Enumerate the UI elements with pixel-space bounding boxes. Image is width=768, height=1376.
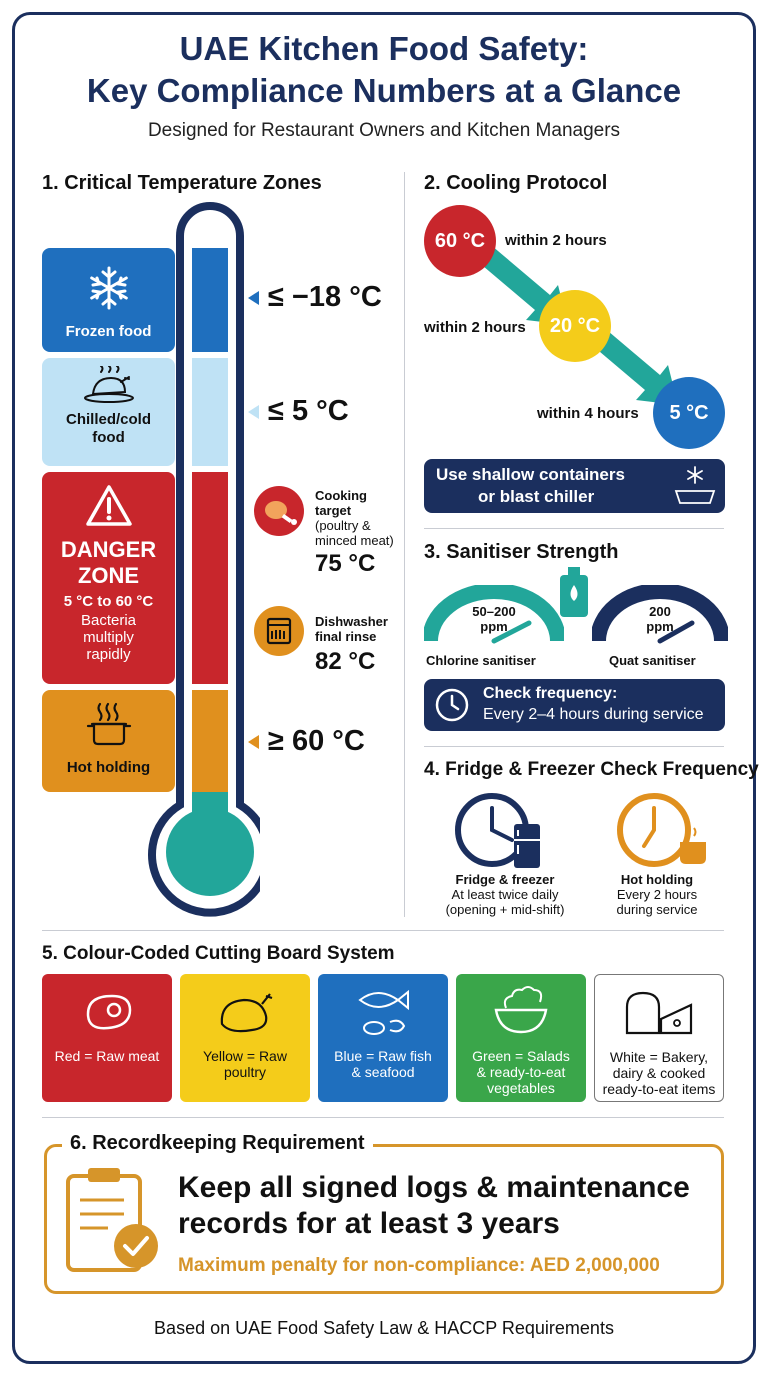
dishwasher-label-line1: Dishwasher xyxy=(315,614,388,629)
boards-section-title: 5. Colour-Coded Cutting Board System xyxy=(42,943,395,964)
chicken-leg-icon xyxy=(254,486,304,536)
hot-holding-check-title: Hot holding xyxy=(620,872,694,887)
check-frequency-text: Every 2–4 hours during service xyxy=(483,706,704,723)
hot-holding-check-line2: during service xyxy=(616,902,698,917)
quat-range-line2: ppm xyxy=(646,619,674,634)
clock-icon xyxy=(434,687,470,723)
board-green-line1: Green = Salads xyxy=(472,1048,570,1064)
danger-note-line2: multiply xyxy=(83,629,134,646)
thermometer-graphic xyxy=(140,200,260,920)
board-white-line3: ready-to-eat items xyxy=(602,1081,716,1097)
cooking-temperature: 75 °C xyxy=(315,550,376,577)
page-subtitle: Designed for Restaurant Owners and Kitchen Managers xyxy=(147,120,621,141)
board-blue-line2: & seafood xyxy=(351,1064,415,1080)
fridge-check-title: Fridge & freezer xyxy=(455,872,555,887)
clipboard-check-icon xyxy=(64,1166,164,1278)
salad-bowl-icon xyxy=(490,984,552,1040)
danger-note-line1: Bacteria xyxy=(80,612,137,629)
chilled-marker-arrow xyxy=(248,405,259,419)
danger-zone-title-line1: DANGER xyxy=(60,537,157,562)
cooling-tip-line2: or blast chiller xyxy=(478,487,595,506)
cooking-label-line2: target xyxy=(315,503,352,518)
bread-cheese-icon xyxy=(621,985,699,1041)
chlorine-range-line1: 50–200 xyxy=(472,604,516,619)
page-title-line2: Key Compliance Numbers at a Glance xyxy=(86,72,682,109)
board-white-line1: White = Bakery, xyxy=(609,1049,709,1065)
cooling-step1-circle: 60 °C xyxy=(424,205,496,277)
cooking-pot-icon xyxy=(84,702,134,748)
blast-chiller-tray-icon xyxy=(672,465,718,507)
check-frequency-title: Check frequency: xyxy=(483,685,618,702)
cooling-tip-box xyxy=(424,459,725,513)
cooling-step2-note: within 2 hours xyxy=(424,319,526,336)
zone-chilled-label-line1: Chilled/cold xyxy=(65,411,151,428)
sanitiser-section-title: 3. Sanitiser Strength xyxy=(424,541,619,563)
fridge-check-line1: At least twice daily xyxy=(451,887,559,902)
zone-frozen-label: Frozen food xyxy=(65,323,152,340)
board-blue xyxy=(318,974,448,1102)
board-blue-line1: Blue = Raw fish xyxy=(334,1048,432,1064)
danger-zone-title-line2: ZONE xyxy=(77,563,140,588)
divider-boards xyxy=(42,930,724,931)
board-green-line2: & ready-to-eat xyxy=(476,1064,566,1080)
board-white-line2: dairy & cooked xyxy=(612,1065,706,1081)
snowflake-icon xyxy=(85,264,133,312)
cooling-step2-circle: 20 °C xyxy=(539,290,611,362)
cooling-step3-circle: 5 °C xyxy=(653,377,725,449)
sanitiser-bottle-icon xyxy=(556,565,592,621)
cooling-section-title: 2. Cooling Protocol xyxy=(424,172,608,194)
divider-cooling xyxy=(424,528,724,529)
dishwasher-badge xyxy=(254,606,304,656)
zone-chilled-label-line2: food xyxy=(92,429,125,446)
warning-triangle-icon xyxy=(85,484,133,528)
board-yellow-line2: poultry xyxy=(223,1064,267,1080)
cooking-sub-line1: (poultry & xyxy=(315,518,371,533)
raw-meat-icon xyxy=(80,988,136,1036)
divider-sanitiser xyxy=(424,746,724,747)
frozen-marker-arrow xyxy=(248,291,259,305)
fridge-clock-icon xyxy=(452,790,552,872)
board-green-line3: vegetables xyxy=(487,1080,555,1096)
hot-marker-arrow xyxy=(248,735,259,749)
board-green xyxy=(456,974,586,1102)
board-yellow-line1: Yellow = Raw xyxy=(203,1048,287,1064)
cooling-step3-note: within 4 hours xyxy=(537,405,639,422)
dishwasher-temperature: 82 °C xyxy=(315,648,376,675)
records-main-line1: Keep all signed logs & maintenance xyxy=(178,1171,690,1204)
cooking-badge xyxy=(254,486,304,536)
quat-label: Quat sanitiser xyxy=(609,653,696,668)
fish-seafood-icon xyxy=(354,984,414,1040)
temperature-section-title: 1. Critical Temperature Zones xyxy=(42,172,322,194)
records-main-line2: records for at least 3 years xyxy=(178,1207,560,1240)
danger-zone-range: 5 °C to 60 °C xyxy=(63,593,154,610)
dishwasher-icon xyxy=(254,606,304,656)
records-section-title: 6. Recordkeeping Requirement xyxy=(62,1132,373,1155)
board-red-line1: Red = Raw meat xyxy=(54,1048,160,1064)
cooling-step1-note: within 2 hours xyxy=(505,232,607,249)
fridge-check-line2: (opening + mid-shift) xyxy=(445,902,565,917)
hot-holding-clock-icon xyxy=(614,790,714,872)
page-title: UAE Kitchen Food Safety: xyxy=(179,30,589,67)
roast-chicken-icon xyxy=(81,366,137,406)
hot-holding-temperature: ≥ 60 °C xyxy=(268,725,365,757)
board-red xyxy=(42,974,172,1102)
column-divider xyxy=(404,172,405,917)
board-yellow xyxy=(180,974,310,1102)
fridge-section-title: 4. Fridge & Freezer Check Frequency xyxy=(424,759,759,780)
chlorine-range-line2: ppm xyxy=(480,619,508,634)
footer-note: Based on UAE Food Safety Law & HACCP Requirements xyxy=(154,1318,614,1338)
check-frequency-box xyxy=(424,679,725,731)
danger-note-line3: rapidly xyxy=(86,646,131,663)
cooking-label-line1: Cooking xyxy=(315,488,367,503)
raw-poultry-icon xyxy=(212,984,278,1040)
frozen-temperature: ≤ −18 °C xyxy=(268,281,382,313)
chilled-temperature: ≤ 5 °C xyxy=(268,395,349,427)
hot-holding-check-line1: Every 2 hours xyxy=(616,887,698,902)
divider-records xyxy=(42,1117,724,1118)
dishwasher-label-line2: final rinse xyxy=(315,629,377,644)
records-penalty: Maximum penalty for non-compliance: AED 2,000,000 xyxy=(178,1255,660,1276)
board-white xyxy=(594,974,724,1102)
quat-range-line1: 200 xyxy=(649,604,671,619)
cooling-tip-line1: Use shallow containers xyxy=(436,465,625,484)
zone-hot-label: Hot holding xyxy=(66,759,151,776)
cooking-sub-line2: minced meat) xyxy=(315,533,394,548)
chlorine-label: Chlorine sanitiser xyxy=(426,653,536,668)
